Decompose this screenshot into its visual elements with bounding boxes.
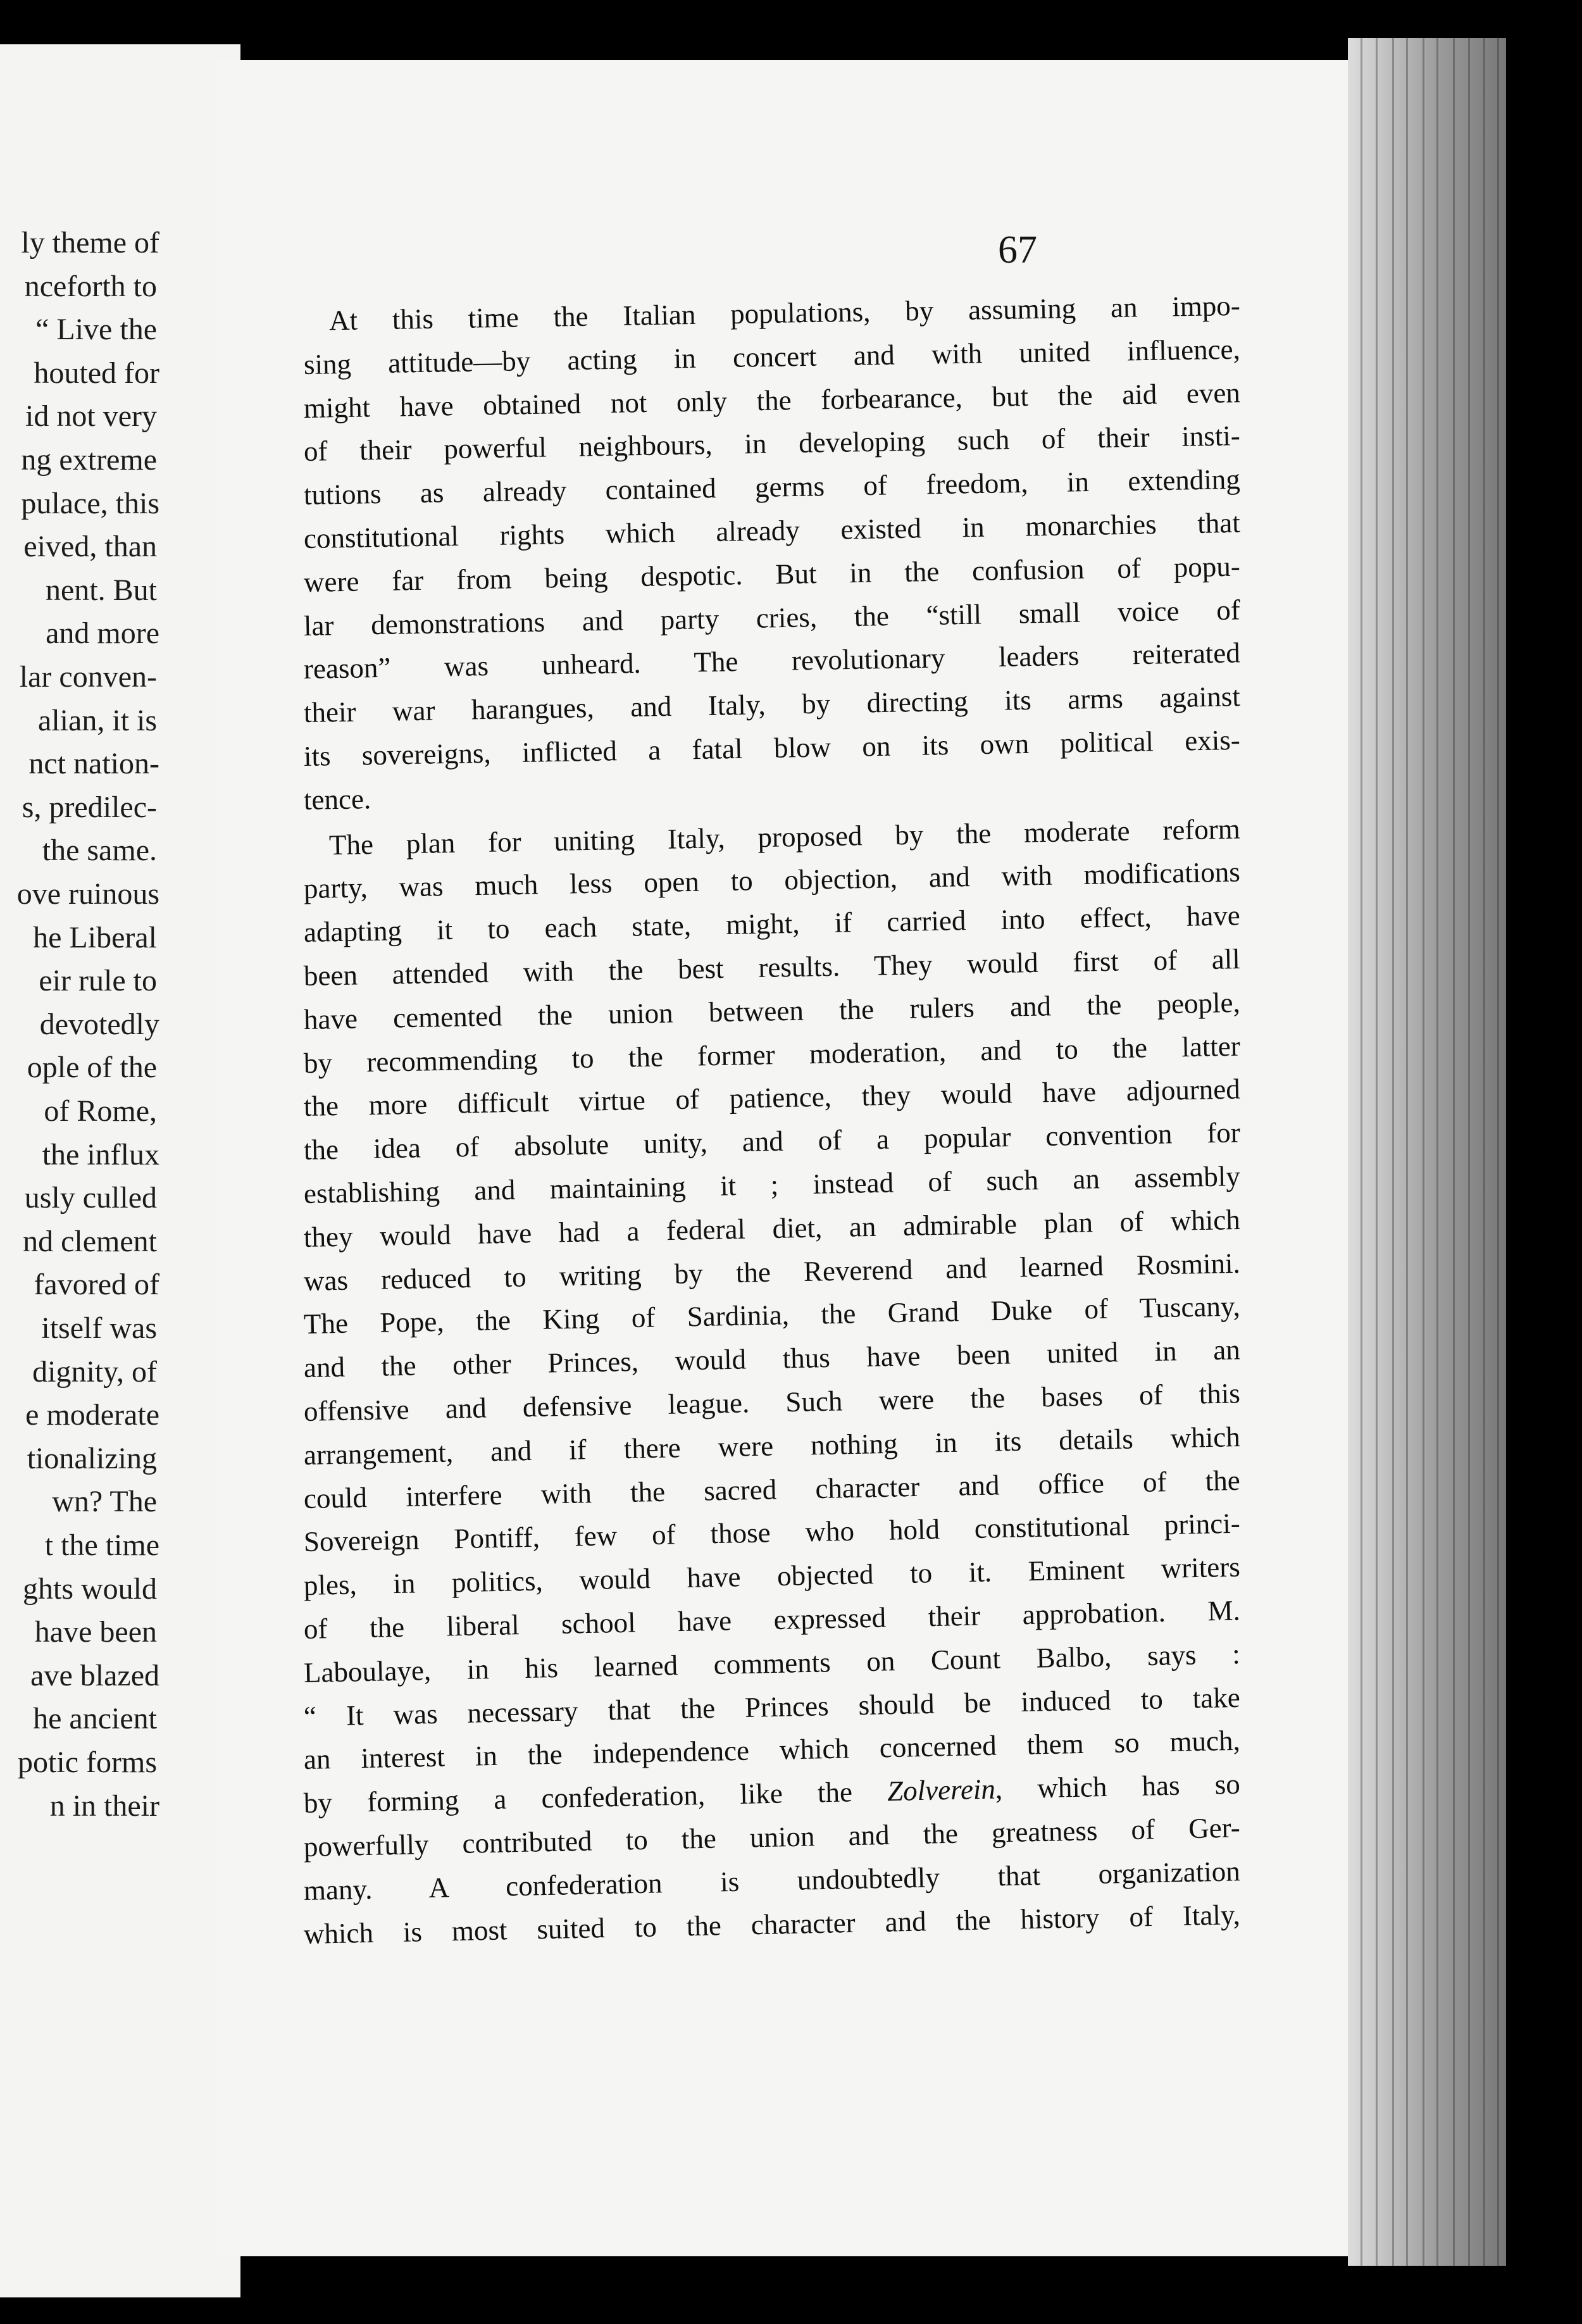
left-page-line: devotedly [39,1007,159,1041]
left-page-line: he ancient [33,1702,157,1736]
body-line: which is most suited to the character and the history of Italy, [303,1898,1241,1950]
left-page-line: n in their [49,1789,159,1823]
body-line: of the liberal school have expressed their approbation. M. [303,1594,1241,1645]
left-page-line: e moderate [25,1398,159,1432]
page-edge-stripe [1453,38,1455,2266]
left-page-line: eived, than [23,530,157,564]
left-page-line: nceforth to [24,269,157,303]
left-page-line: of Rome, [44,1094,157,1128]
page-edge-stripe [1468,38,1470,2266]
left-page-line: nct nation- [28,747,159,781]
body-text: , which has so [995,1768,1241,1805]
left-page [0,44,240,2297]
page-edge-stripe [1361,38,1362,2266]
body-line: tutions as already contained germs of freedom, in extending [303,463,1241,511]
body-line: powerfully contributed to the union and the greatness of Ger- [303,1811,1241,1863]
body-line: adapting it to each state, might, if carried into effect, have [303,899,1241,949]
page-edge-stripe [1483,38,1485,2266]
page-edge-stripe [1423,38,1424,2266]
body-line: At this time the Italian populations, by assuming an impo- [328,289,1241,337]
body-line: constitutional rights which already existed in monarchies that [303,506,1241,554]
left-page-line: the same. [42,834,157,868]
left-page-line: id not very [25,399,157,434]
body-line: have cemented the union between the rulers and the people, [303,986,1241,1035]
left-page-line: s, predilec- [22,790,157,824]
left-page-line: have been [34,1615,157,1649]
body-line: The plan for uniting Italy, proposed by the moderate reform [328,813,1241,861]
left-page-line: alian, it is [38,703,157,737]
body-line: ples, in politics, would have objected to it. Eminent writers [303,1551,1241,1602]
body-line: their war harangues, and Italy, by directing its arms against [303,680,1241,729]
left-page-line: pulace, this [21,486,159,520]
left-page-line: wn? The [52,1485,157,1519]
left-page-line: the influx [42,1137,159,1171]
body-line: of their powerful neighbours, in developing such of their insti- [303,420,1241,468]
left-page-line: houted for [34,356,159,390]
page-edge-stripe [1436,38,1438,2266]
left-page-line: “ Live the [35,313,157,347]
body-line: the idea of absolute unity, and of a popular convention for [303,1116,1241,1166]
page-edge [1348,38,1506,2266]
left-page-line: dignity, of [32,1354,157,1389]
left-page-line: favored of [34,1268,159,1302]
page-edge-stripe [1376,38,1378,2266]
left-page-line: tionalizing [27,1441,157,1475]
left-page-line: ly theme of [21,226,159,259]
body-line: Sovereign Pontiff, few of those who hold constitutional princi- [303,1508,1241,1558]
left-page-line: nd clement [23,1224,157,1258]
page-edge-stripe [1392,38,1394,2266]
left-page-line: t the time [44,1528,159,1562]
body-line: establishing and maintaining it ; instead of such an assembly [303,1160,1241,1209]
body-line: they would have had a federal diet, an admirable plan of which [303,1203,1241,1253]
italic-term: Zolverein [887,1773,996,1808]
left-page-line: ople of the [27,1051,157,1085]
body-line [304,1770,1241,1818]
left-page-line: potic forms [18,1746,157,1779]
right-page [215,60,1436,2256]
left-page-line: lar conven- [19,660,157,694]
body-text: by forming a confederation, like the [303,1775,888,1820]
body-line: was reduced to writing by the Reverend and learned Rosmini. [303,1247,1241,1297]
body-line: tence. [303,782,371,816]
body-line: Laboulaye, in his learned comments on Count Balbo, says : [303,1637,1241,1689]
body-line: been attended with the best results. They would first of all [303,943,1241,992]
page-number: 67 [998,228,1037,272]
left-page-line: nent. But [46,573,157,607]
body-line: The Pope, the King of Sardinia, the Grand Duke of Tuscany, [303,1290,1241,1340]
body-line: the more difficult virtue of patience, they would have adjourned [303,1073,1241,1123]
left-page-line: eir rule to [39,964,157,998]
body-line: might have obtained not only the forbearance, but the aid even [303,376,1241,424]
left-page-line: and more [46,616,159,651]
body-line: and the other Princes, would thus have been united in an [303,1334,1241,1384]
body-line: its sovereigns, inflicted a fatal blow on its own political exis- [303,723,1241,772]
body-line: arrangement, and if there were nothing in its details which [303,1420,1241,1471]
body-line: by recommending to the former moderation, and to the latter [303,1030,1241,1079]
left-page-line: ng extreme [21,443,157,477]
body-line: sing attitude—by acting in concert and with united influence, [303,333,1241,380]
left-page-line: ghts would [22,1571,157,1606]
text-block [304,60,1430,2256]
body-line: “ It was necessary that the Princes should be induced to take [303,1681,1241,1732]
body-line: were far from being despotic. But in the confusion of popu- [303,550,1241,598]
body-line: many. A confederation is undoubtedly that organization [303,1855,1241,1906]
left-page-line: itself was [41,1311,157,1345]
page-edge-stripe [1406,38,1408,2266]
page-edge-stripe [1497,38,1499,2266]
body-line: offensive and defensive league. Such were the bases of this [303,1377,1241,1427]
body-line: lar demonstrations and party cries, the “still small voice of [303,594,1241,642]
body-line: party, was much less open to objection, and with modifications [303,856,1241,905]
body-line: could interfere with the sacred character and office of the [303,1464,1241,1515]
left-page-line: he Liberal [33,920,157,954]
body-line: reason” was unheard. The revolutionary leaders reiterated [303,637,1241,685]
left-page-line: usly culled [24,1181,157,1215]
left-page-line: ove ruinous [16,877,159,911]
body-line: an interest in the independence which concerned them so much, [303,1725,1241,1776]
left-page-line: ave blazed [30,1658,159,1692]
